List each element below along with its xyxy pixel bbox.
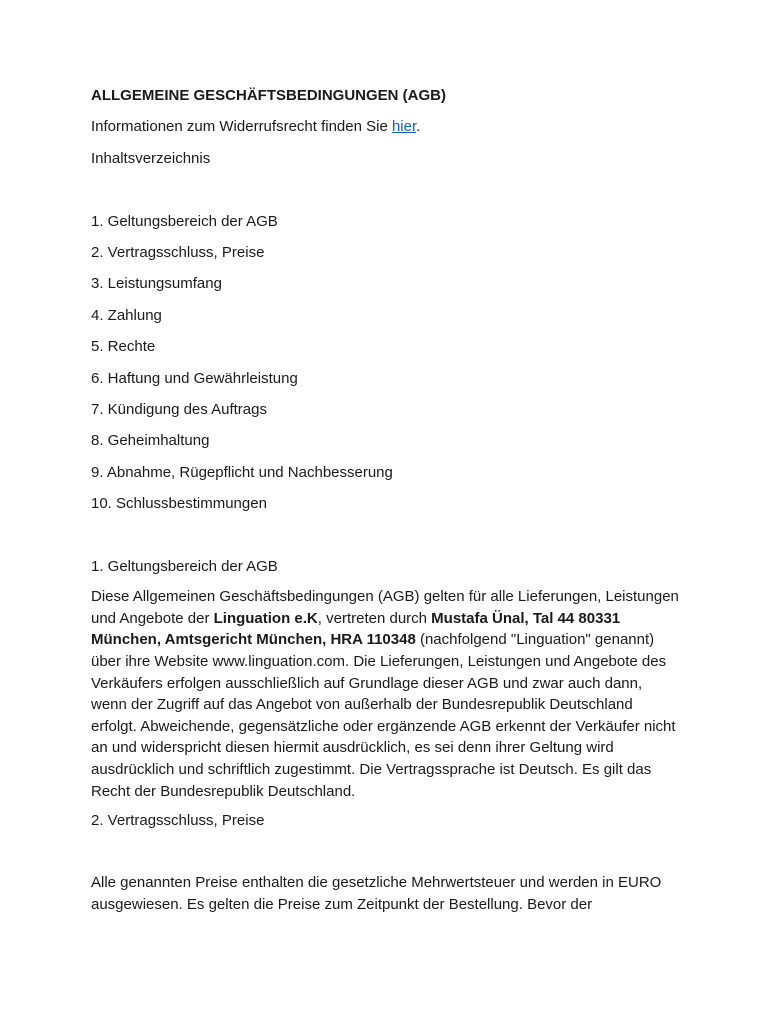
toc-item: 9. Abnahme, Rügepflicht und Nachbesserung [91,463,393,481]
company-address: Mustafa Ünal, Tal 44 80331 München, Amtsgericht München, HRA 110348 [91,609,621,649]
toc-item: 8. Geheimhaltung [91,432,210,450]
toc-item: 7. Kündigung des Auftrags [91,400,267,418]
agb-document [91,84,681,922]
section-1-text: , vertreten durch [317,609,432,627]
withdrawal-text: Informationen zum Widerrufsrecht finden Sie [91,118,392,136]
document-title: ALLGEMEINE GESCHÄFTSBEDINGUNGEN (AGB) [91,87,447,104]
section-1-heading: 1. Geltungsbereich der AGB [91,557,278,575]
toc-item: 6. Haftung und Gewährleistung [91,369,298,387]
spacer [91,841,681,872]
toc-heading: Inhaltsverzeichnis [91,149,211,167]
section-2-heading: 2. Vertragsschluss, Preise [91,812,265,830]
table-of-contents [91,210,681,517]
toc-item: 4. Zahlung [91,306,162,324]
section-1-body [91,586,681,802]
section-2-body: Alle genannten Preise enthalten die gesetzliche Mehrwertsteuer und werden in EURO ausgewiesen. Es gelten die Preise zum Zeitpunkt der Bestellung. Bevor der [91,873,662,913]
spacer [91,523,681,554]
section-1-text: Diese Allgemeinen Geschäftsbedingungen (AGB) gelten für alle Lieferungen, Leistungen und Angebote der [91,588,679,627]
spacer [91,178,681,209]
toc-item: 10. Schlussbestimmungen [91,495,267,513]
section-1-text: (nachfolgend "Linguation" genannt) über ihre Website www.linguation.com. Die Lieferungen, Leistungen und Angebote des Verkäufers erfolgen ausschließlich auf Grundlage dieser AGB und zwar auch dann, wenn der Zugriff auf das Angebot von außerhalb der Bundesrepublik Deutschland erfolgt. Abweichende, gegensätzliche oder ergänzende AGB erkennt der Verkäufer nicht an und widerspricht diesen hiermit ausdrücklich, es sei denn ihrer Geltung wird ausdrücklich und schriftlich zugestimmt. Die Vertragssprache ist Deutsch. Es gilt das Recht der Bundesrepublik Deutschland. [91,631,676,800]
toc-item: 5. Rechte [91,338,156,356]
toc-item: 1. Geltungsbereich der AGB [91,212,278,230]
toc-item: 3. Leistungsumfang [91,275,222,293]
toc-item: 2. Vertragsschluss, Preise [91,243,265,261]
withdrawal-info [91,115,681,139]
company-name: Linguation e.K [213,609,318,627]
withdrawal-text-suffix: . [416,118,421,136]
withdrawal-link[interactable]: hier [391,118,417,136]
